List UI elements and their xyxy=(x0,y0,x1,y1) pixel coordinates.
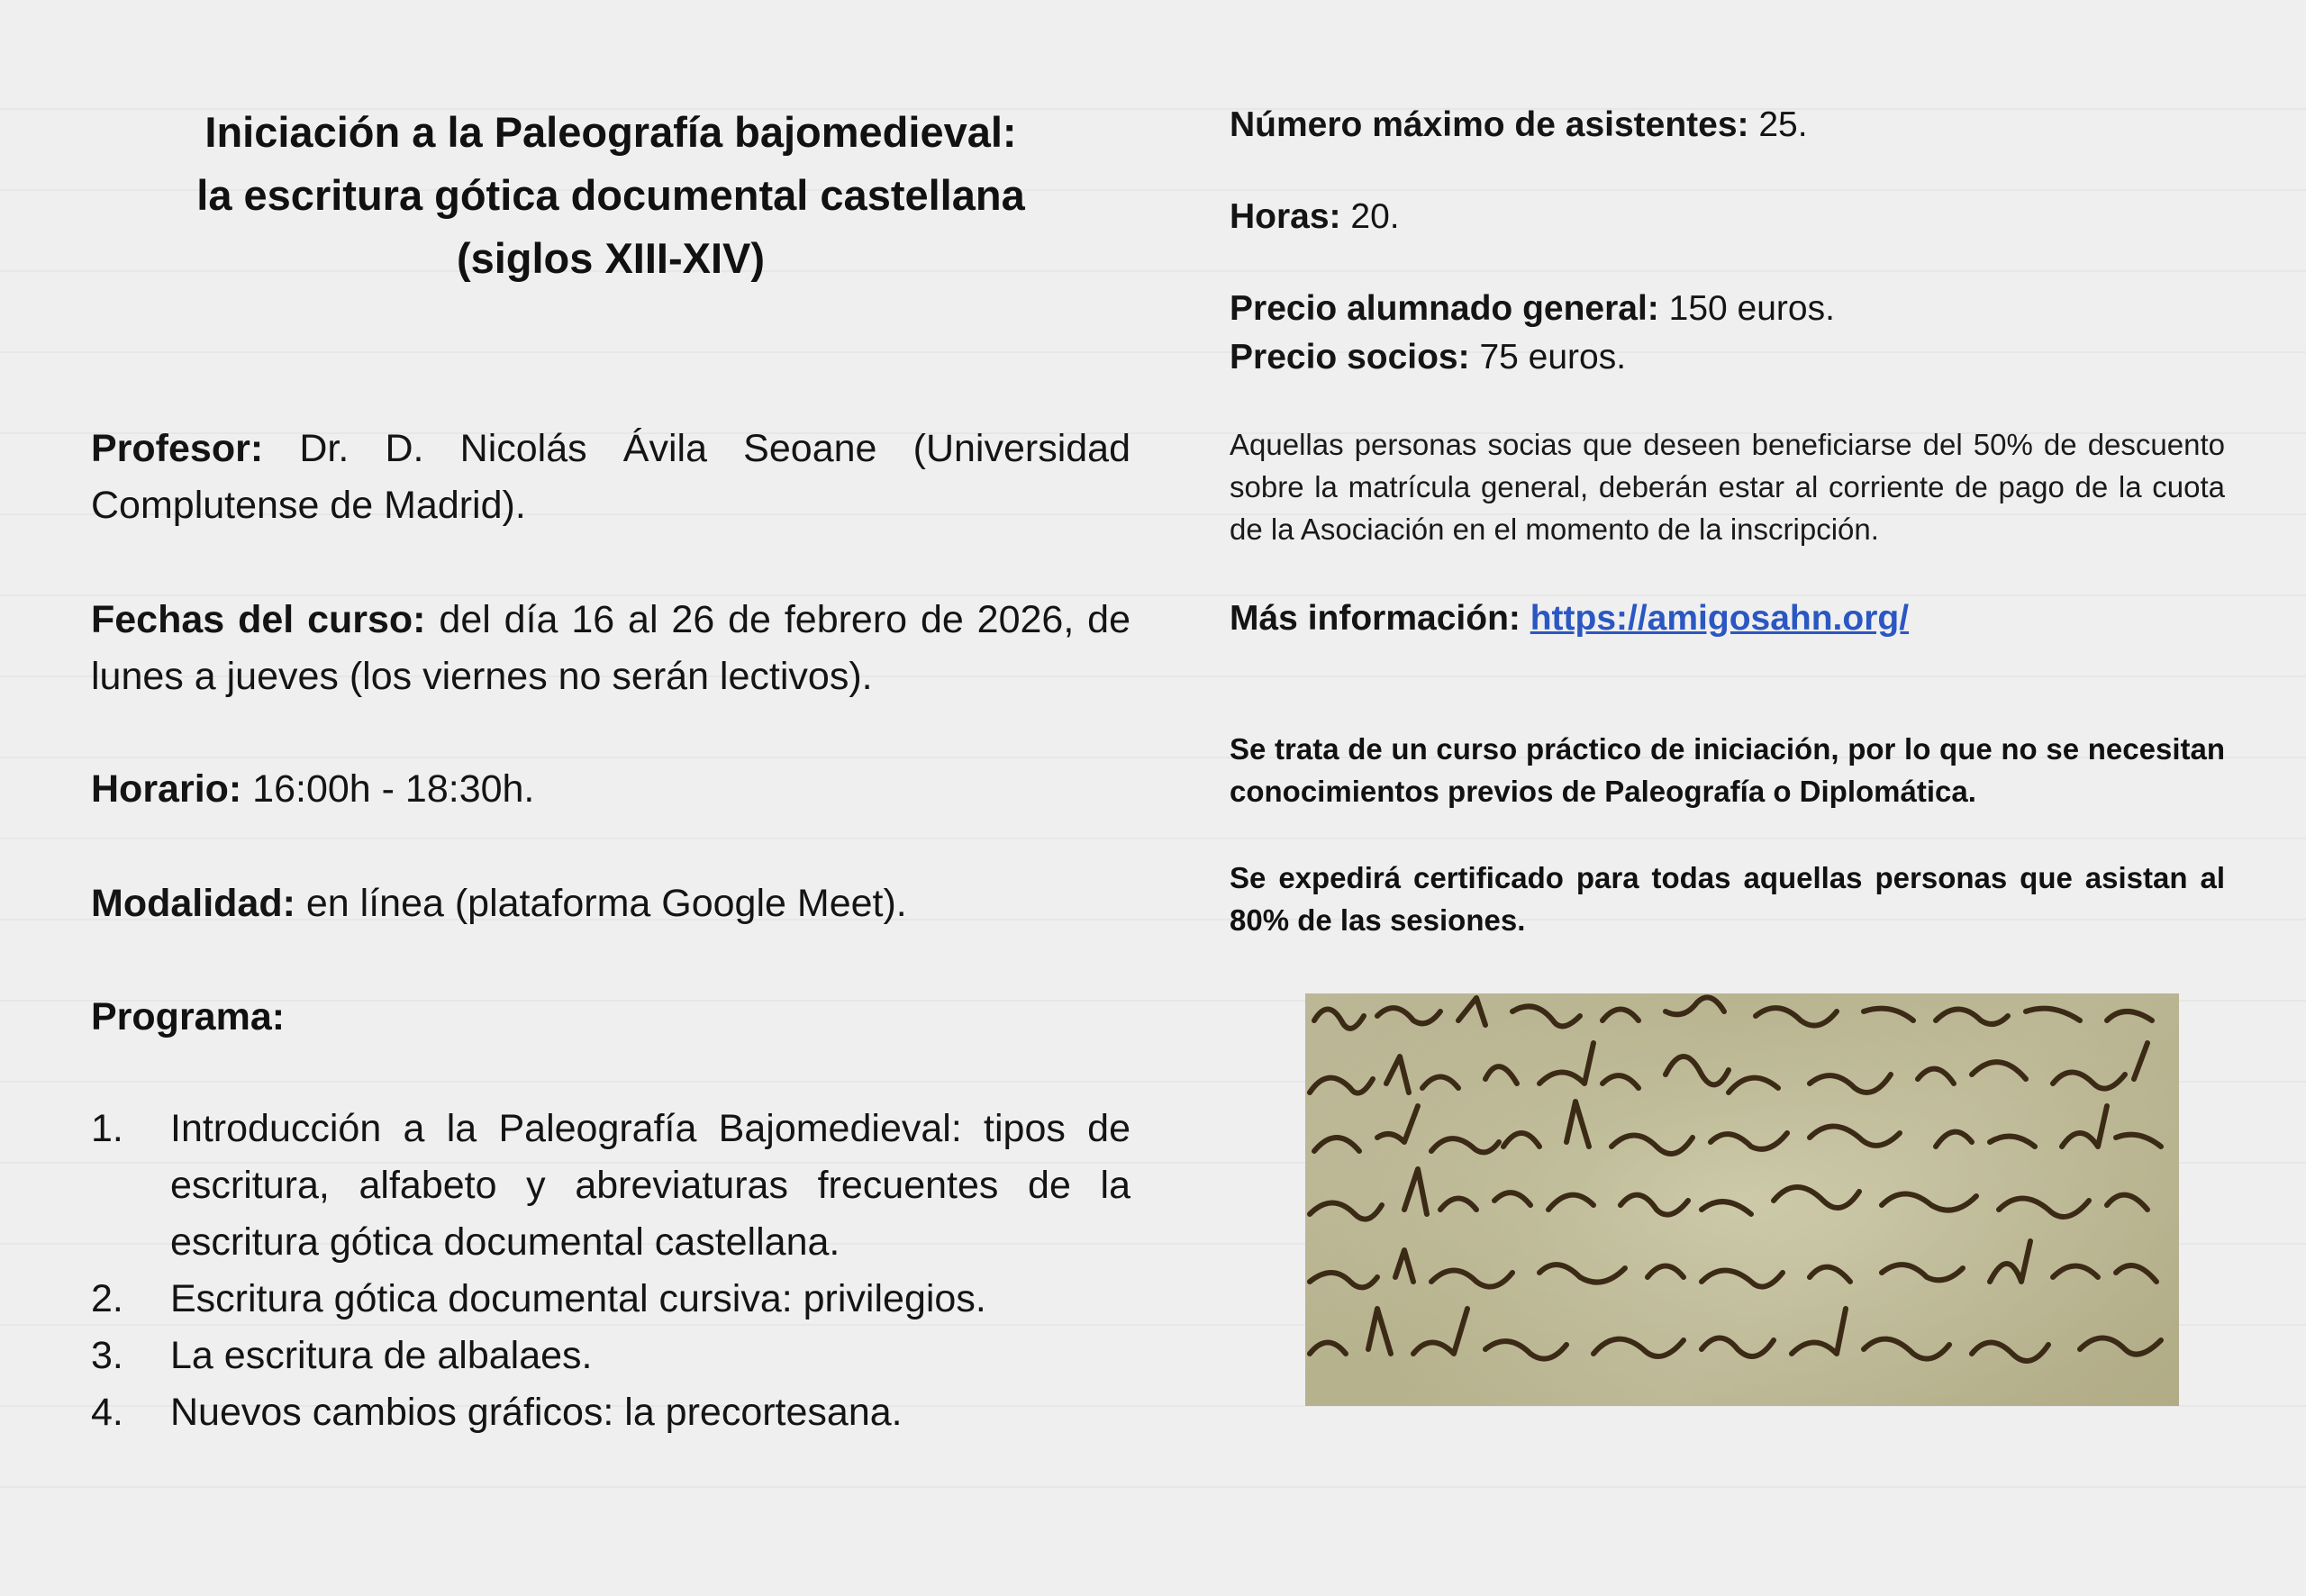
horario-field xyxy=(91,761,1130,818)
list-item-text: Nuevos cambios gráficos: la precortesana. xyxy=(170,1391,903,1434)
program-list xyxy=(91,1101,1130,1441)
course-title-line-2: la escritura gótica documental castellana xyxy=(196,171,1025,219)
profesor-field xyxy=(91,421,1130,534)
precio-socios-label: Precio socios: xyxy=(1230,338,1470,376)
left-column xyxy=(91,101,1130,1434)
list-item xyxy=(91,1384,1130,1441)
nota-curso-practico: Se trata de un curso práctico de iniciación, por lo que no se necesitan conocimientos previos de Paleografía o Diplomática. xyxy=(1230,732,2225,808)
horas-value: 20. xyxy=(1340,197,1400,236)
precio-general-field xyxy=(1230,285,2225,333)
mas-informacion-field xyxy=(1230,594,2225,643)
fechas-value: del día 16 al 26 de febrero de 2026, de lunes a jueves (los viernes no serán lectivos). xyxy=(91,598,1130,698)
list-item-number: 4. xyxy=(91,1391,123,1434)
profesor-label: Profesor: xyxy=(91,427,264,470)
mas-informacion-label: Más información: xyxy=(1230,599,1521,638)
asistentes-label: Número máximo de asistentes: xyxy=(1230,105,1749,144)
precio-general-value: 150 euros. xyxy=(1658,289,1835,328)
profesor-value: Dr. D. Nicolás Ávila Seoane (Universidad Complutense de Madrid). xyxy=(91,427,1130,527)
horas-field xyxy=(1230,193,2225,241)
horario-label: Horario: xyxy=(91,767,242,811)
course-title-line-1: Iniciación a la Paleografía bajomedieval: xyxy=(204,108,1017,156)
horario-value: 16:00h - 18:30h. xyxy=(241,767,535,811)
list-item-text: Introducción a la Paleografía Bajomedieval: tipos de escritura, alfabeto y abreviaturas frecuentes de la escritura gótica documental castellana. xyxy=(170,1107,1130,1264)
course-title xyxy=(91,101,1130,290)
list-item-number: 3. xyxy=(91,1334,123,1377)
nota-certificado: Se expedirá certificado para todas aquellas personas que asistan al 80% de las sesiones. xyxy=(1230,861,2225,937)
list-item-number: 2. xyxy=(91,1277,123,1320)
modalidad-field xyxy=(91,875,1130,932)
fechas-label: Fechas del curso: xyxy=(91,598,426,641)
course-title-line-3: (siglos XIII-XIV) xyxy=(456,234,766,282)
list-item-text: La escritura de albalaes. xyxy=(170,1334,593,1377)
manuscript-image xyxy=(1305,993,2179,1406)
asistentes-field xyxy=(1230,101,2225,150)
list-item-number: 1. xyxy=(91,1107,123,1150)
programa-heading: Programa: xyxy=(91,995,286,1038)
nota-socios: Aquellas personas socias que deseen beneficiarse del 50% de descuento sobre la matrícula general, deberán estar al corriente de pago de la cuota de la Asociación en el momento de la inscripción. xyxy=(1230,428,2225,546)
asistentes-value: 25. xyxy=(1748,105,1808,144)
website-link[interactable]: https://amigosahn.org/ xyxy=(1530,599,1910,638)
modalidad-value: en línea (plataforma Google Meet). xyxy=(295,882,907,925)
list-item xyxy=(91,1328,1130,1384)
list-item xyxy=(91,1101,1130,1271)
precio-socios-field xyxy=(1230,333,2225,382)
fechas-field xyxy=(91,592,1130,705)
horas-label: Horas: xyxy=(1230,197,1341,236)
modalidad-label: Modalidad: xyxy=(91,882,295,925)
precio-socios-value: 75 euros. xyxy=(1469,338,1627,376)
precio-general-label: Precio alumnado general: xyxy=(1230,289,1659,328)
manuscript-script-drawing xyxy=(1305,993,2179,1406)
list-item xyxy=(91,1271,1130,1328)
list-item-text: Escritura gótica documental cursiva: privilegios. xyxy=(170,1277,986,1320)
